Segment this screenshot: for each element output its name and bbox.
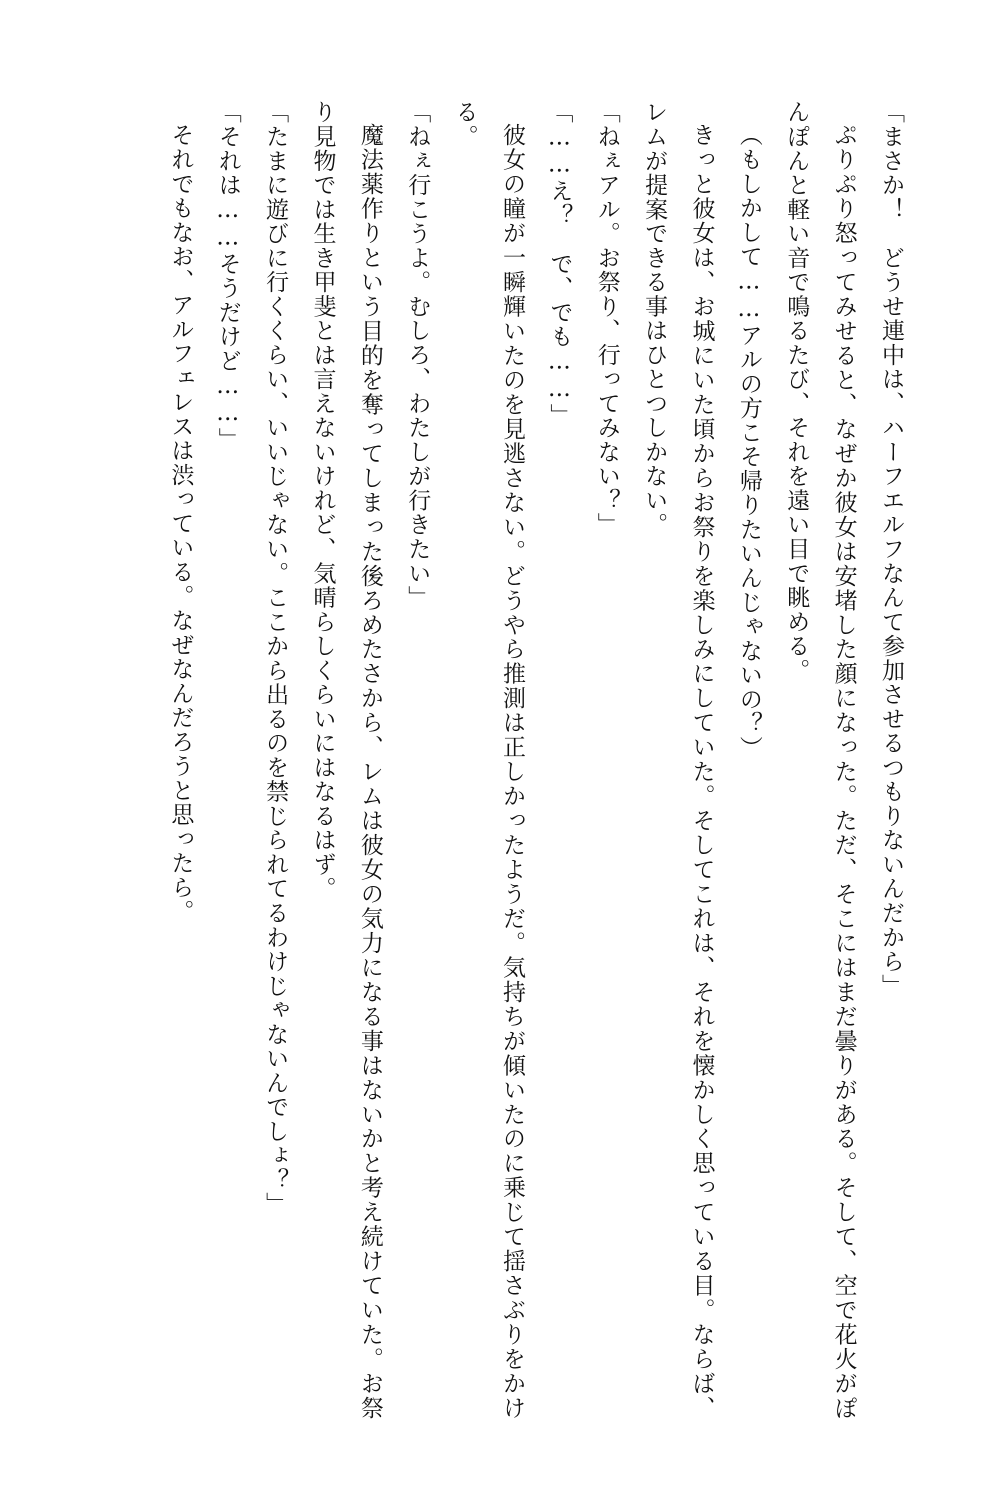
paragraph: ぷりぷり怒ってみせると、なぜか彼女は安堵した顔になった。ただ、そこにはまだ曇りがある。そして、空で花火がぽんぽんと軽い音で鳴るたび、それを遠い目で眺める。 [783,100,857,1420]
paragraph: 「それは……そうだけど……」 [214,100,241,452]
paragraph: 彼女の瞳が一瞬輝いたのを見逃さない。どうやら推測は正しかったようだ。気持ちが傾いたのに乗じて揺さぶりをかける。 [451,100,525,1420]
paragraph: 「まさか！ どうせ連中は、ハーフエルフなんて参加させるつもりないんだから」 [878,100,904,998]
paragraph: （もしかして……アルの方こそ帰りたいんじゃないの？） [735,123,762,760]
paragraph: 「……え？ で、でも……」 [546,100,573,428]
paragraph: 「たまに遊びに行くくらい、いいじゃない。ここから出るのを禁じられてるわけじゃないんでしょ？」 [262,100,289,1217]
paragraph: それでもなお、アルフェレスは渋っている。なぜなんだろうと思ったら。 [167,123,194,924]
paragraph: きっと彼女は、お城にいた頃からお祭りを楽しみにしていた。そしてこれは、それを懐かしく思っている目。ならば、レムが提案できる事はひとつしかない。 [641,100,715,1420]
paragraph: 魔法薬作りという目的を奪ってしまった後ろめたさから、レムは彼女の気力になる事はないかと考え続けていた。お祭り見物では生き甲斐とは言えないけれど、気晴らしくらいにはなるはず。 [309,100,383,1420]
novel-text-body [34,100,914,1420]
paragraph: 「ねぇアル。お祭り、行ってみない？」 [593,100,620,537]
paragraph: 「ねぇ行こうよ。むしろ、わたしが行きたい」 [404,100,431,610]
